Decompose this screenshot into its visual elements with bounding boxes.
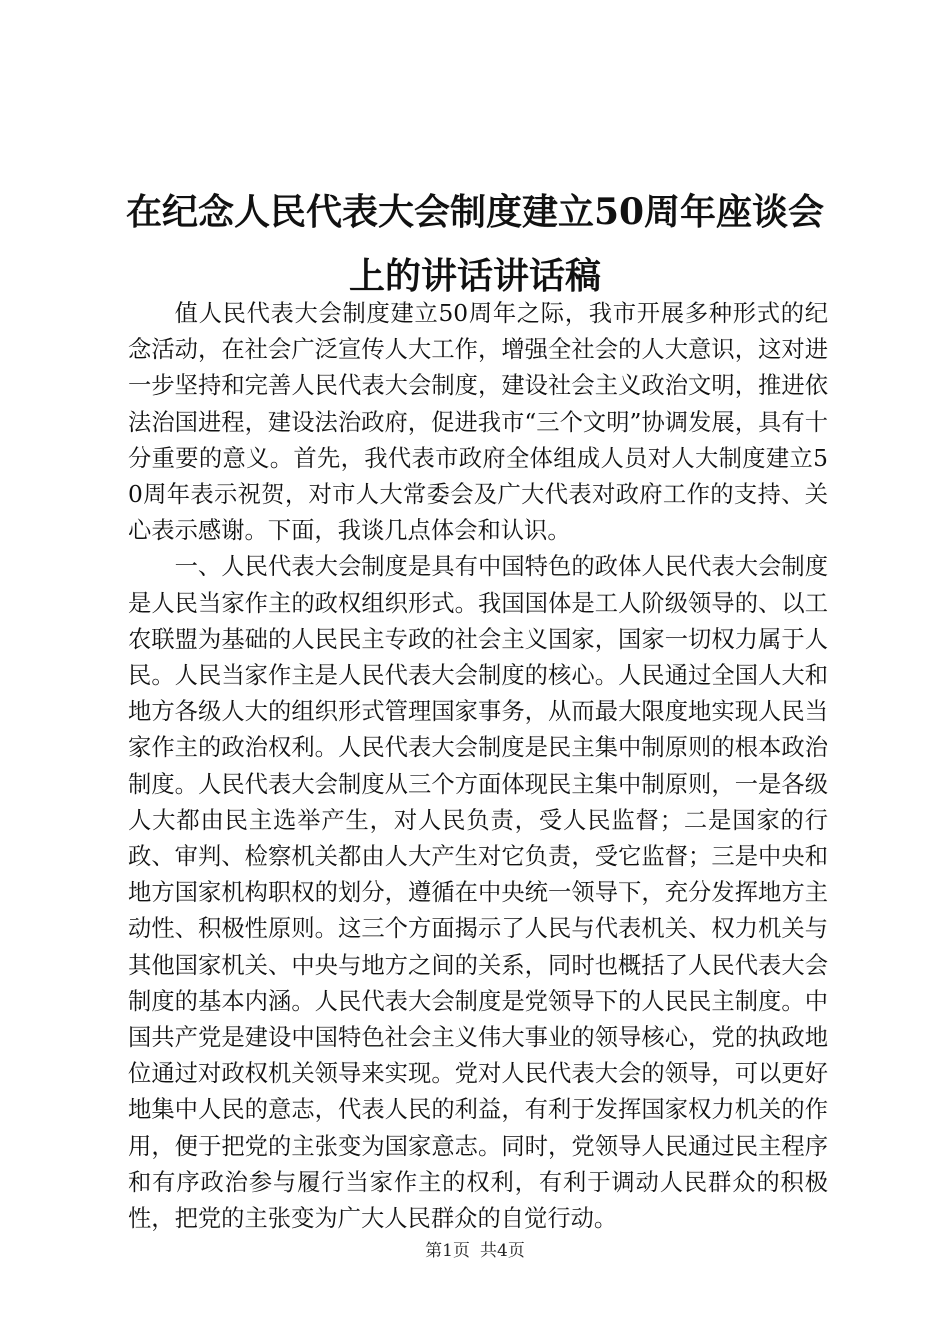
document-title [100,180,850,308]
document-body [128,296,828,1237]
page-footer [0,1240,950,1262]
title-line-2: 上的讲话讲话稿 [348,255,601,297]
paragraph-intro: 值人民代表大会制度建立50周年之际，我市开展多种形式的纪念活动，在社会广泛宣传人大工作，增强全社会的人大意识，这对进一步坚持和完善人民代表大会制度，建设社会主义政治文明，推进依法治国进程，建设法治政府，促进我市“三个文明”协调发展，具有十分重要的意义。首先，我代表市政府全体组成人员对人大制度建立50周年表示祝贺，对市人大常委会及广大代表对政府工作的支持、关心表示感谢。下面，我谈几点体会和认识。 [128,300,828,545]
title-line-1: 在纪念人民代表大会制度建立50周年座谈会 [125,191,825,233]
page-number: 第1页 [425,1241,470,1261]
paragraph-section-one: 一、人民代表大会制度是具有中国特色的政体人民代表大会制度是人民当家作主的政权组织形式。我国国体是工人阶级领导的、以工农联盟为基础的人民民主专政的社会主义国家，国家一切权力属于人民。人民当家作主是人民代表大会制度的核心。人民通过全国人大和地方各级人大的组织形式管理国家事务，从而最大限度地实现人民当家作主的政治权利。人民代表大会制度是民主集中制原则的根本政治制度。人民代表大会制度从三个方面体现民主集中制原则，一是各级人大都由民主选举产生，对人民负责，受人民监督；二是国家的行政、审判、检察机关都由人大产生对它负责，受它监督；三是中央和地方国家机构职权的划分，遵循在中央统一领导下，充分发挥地方主动性、积极性原则。这三个方面揭示了人民与代表机关、权力机关与其他国家机关、中央与地方之间的关系，同时也概括了人民代表大会制度的基本内涵。人民代表大会制度是党领导下的人民民主制度。中国共产党是建设中国特色社会主义伟大事业的领导核心，党的执政地位通过对政权机关领导来实现。党对人民代表大会的领导，可以更好地集中人民的意志，代表人民的利益，有利于发挥国家权力机关的作用，便于把党的主张变为国家意志。同时，党领导人民通过民主程序和有序政治参与履行当家作主的权利，有利于调动人民群众的积极性，把党的主张变为广大人民群众的自觉行动。 [128,553,828,1233]
page-total: 共4页 [480,1241,525,1261]
